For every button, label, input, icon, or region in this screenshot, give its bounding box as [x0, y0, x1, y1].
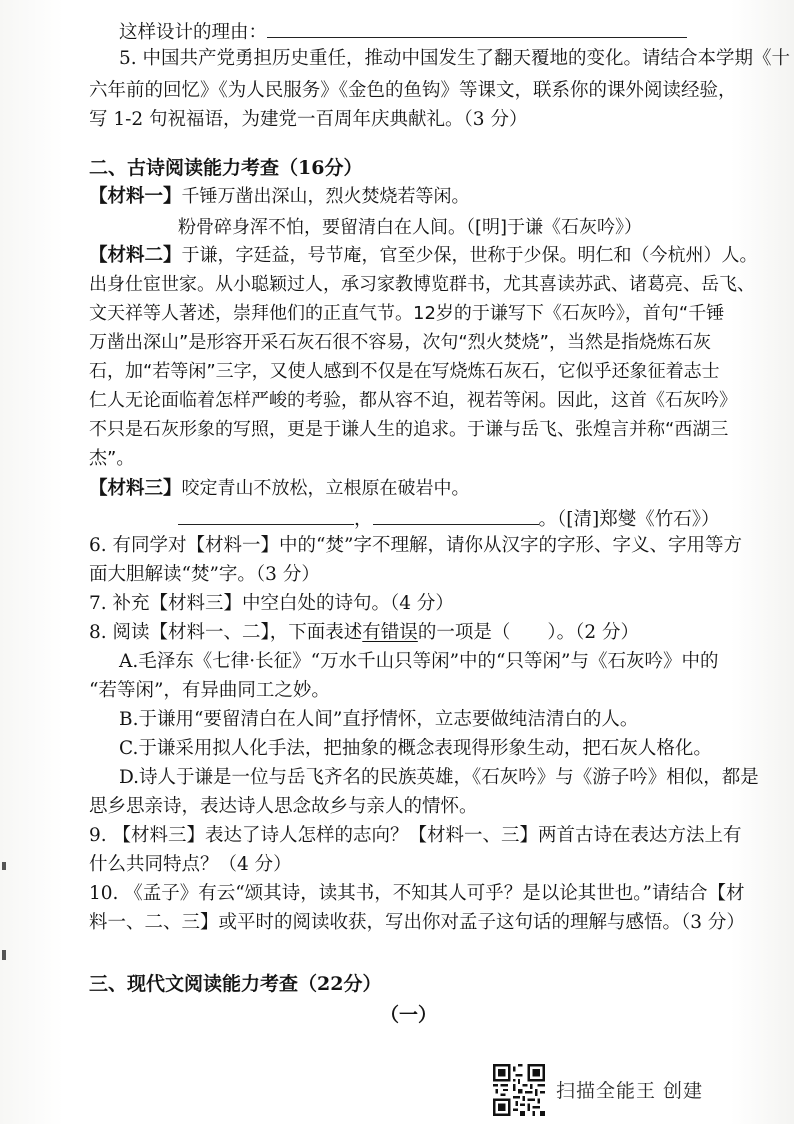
material3-source: 。（[清]郑燮《竹石》） [538, 509, 720, 530]
q8-stem [89, 620, 639, 646]
section2-heading: 二、古诗阅读能力考查（16分） [89, 157, 363, 179]
q8-option-d-line2: 思乡思亲诗，表达诗人思念故乡与亲人的情怀。 [89, 796, 478, 817]
q7-line1: 7. 补充【材料三】中空白处的诗句。（4 分） [89, 593, 454, 614]
material2-text-line6: 仁人无论面临着怎样严峻的考验，都从容不迫，视若等闲。因此，这首《石灰吟》 [89, 390, 737, 411]
material3-poem-line1: 咬定青山不放松，立根原在破岩中。 [181, 478, 470, 499]
q8-option-b: B.于谦用“要留清白在人间”直抒情怀，立志要做纯洁清白的人。 [119, 709, 639, 730]
q4-reason-label: 这样设计的理由： [119, 22, 268, 43]
material1-line1 [89, 184, 470, 210]
material3-blank-2[interactable] [373, 504, 539, 525]
q5-line1: 5. 中国共产党勇担历史重任，推动中国发生了翻天覆地的变化。请结合本学期《十 [119, 48, 791, 69]
section3-subheading: （一） [380, 1004, 438, 1026]
q8-stem-emphasis: 有错误 [362, 622, 418, 643]
material1-poem-line2: 粉骨碎身浑不怕，要留清白在人间。（[明]于谦《石灰吟》） [178, 217, 643, 238]
q10-line2: 料一、二、三】或平时的阅读收获，写出你对孟子这句话的理解与感悟。（3 分） [89, 912, 745, 933]
q6-line2: 面大胆解读“焚”字。（3 分） [89, 564, 320, 585]
q8-stem-post: 的一项是（ ）。（2 分） [417, 622, 639, 643]
q5-line3: 写 1-2 句祝福语，为建党一百周年庆典献礼。（3 分） [89, 109, 528, 130]
material2-text-line3: 文天祥等人著述，崇拜他们的正直气节。12岁的于谦写下《石灰吟》，首句“千锤 [89, 303, 725, 324]
material3-blank-line [178, 504, 719, 533]
q8-option-c: C.于谦采用拟人化手法，把抽象的概念表现得形象生动，把石灰人格化。 [119, 738, 712, 759]
material1-poem-line1: 千锤万凿出深山，烈火焚烧若等闲。 [181, 186, 470, 207]
material2-text-line4: 万凿出深山”是形容开采石灰石很不容易，次句“烈火焚烧”，当然是指烧炼石灰 [89, 332, 711, 353]
section3-heading: 三、现代文阅读能力考查（22分） [89, 973, 382, 995]
q9-line1: 9. 【材料三】表达了诗人怎样的志向？【材料一、三】两首古诗在表达方法上有 [89, 825, 742, 846]
material3-blank-1[interactable] [178, 504, 354, 525]
material3-comma: ， [354, 509, 373, 530]
qr-code-icon [493, 1064, 545, 1116]
material2-text-line5: 石，加“若等闲”三字，又使人感到不仅是在写烧炼石灰石，它似乎还象征着志士 [89, 361, 720, 382]
q5-line2: 六年前的回忆》《为人民服务》《金色的鱼钩》等课文，联系你的课外阅读经验， [89, 80, 737, 101]
q9-line2: 什么共同特点？（4 分） [89, 854, 292, 875]
material1-label: 【材料一】 [89, 186, 182, 207]
q8-option-a-line2: “若等闲”，有异曲同工之妙。 [89, 680, 330, 701]
q8-option-a-line1: A.毛泽东《七律·长征》“万水千山只等闲”中的“只等闲”与《石灰吟》中的 [119, 651, 719, 672]
q10-line1: 10. 《孟子》有云“颂其诗，读其书，不知其人可乎？是以论其世也。”请结合【材 [89, 883, 745, 904]
margin-mark [2, 950, 6, 960]
material3-label: 【材料三】 [89, 478, 182, 499]
q8-option-d-line1: D.诗人于谦是一位与岳飞齐名的民族英雄，《石灰吟》与《游子吟》相似，都是 [119, 767, 759, 788]
q4-reason-blank[interactable] [267, 17, 687, 38]
material3-line1 [89, 476, 470, 502]
q6-line1: 6. 有同学对【材料一】中的“焚”字不理解，请你从汉字的字形、字义、字用等方 [89, 535, 742, 556]
material2-label: 【材料二】 [89, 245, 182, 266]
material2-text-line1: 于谦，字廷益，号节庵，官至少保，世称于少保。明仁和（今杭州）人。 [181, 245, 758, 266]
margin-mark [2, 862, 6, 870]
scanner-watermark-text: 扫描全能王 创建 [556, 1080, 704, 1102]
material2-text-line2: 出身仕宦世家。从小聪颖过人，承习家教博览群书，尤其喜读苏武、诸葛亮、岳飞、 [89, 274, 755, 295]
q8-stem-pre: 8. 阅读【材料一、二】，下面表述 [89, 622, 363, 643]
material2-text-line8: 杰”。 [89, 448, 135, 469]
material2-line1 [89, 243, 758, 269]
material2-text-line7: 不只是石灰形象的写照，更是于谦人生的追求。于谦与岳飞、张煌言并称“西湖三 [89, 419, 729, 440]
q4-reason-line [119, 17, 687, 46]
